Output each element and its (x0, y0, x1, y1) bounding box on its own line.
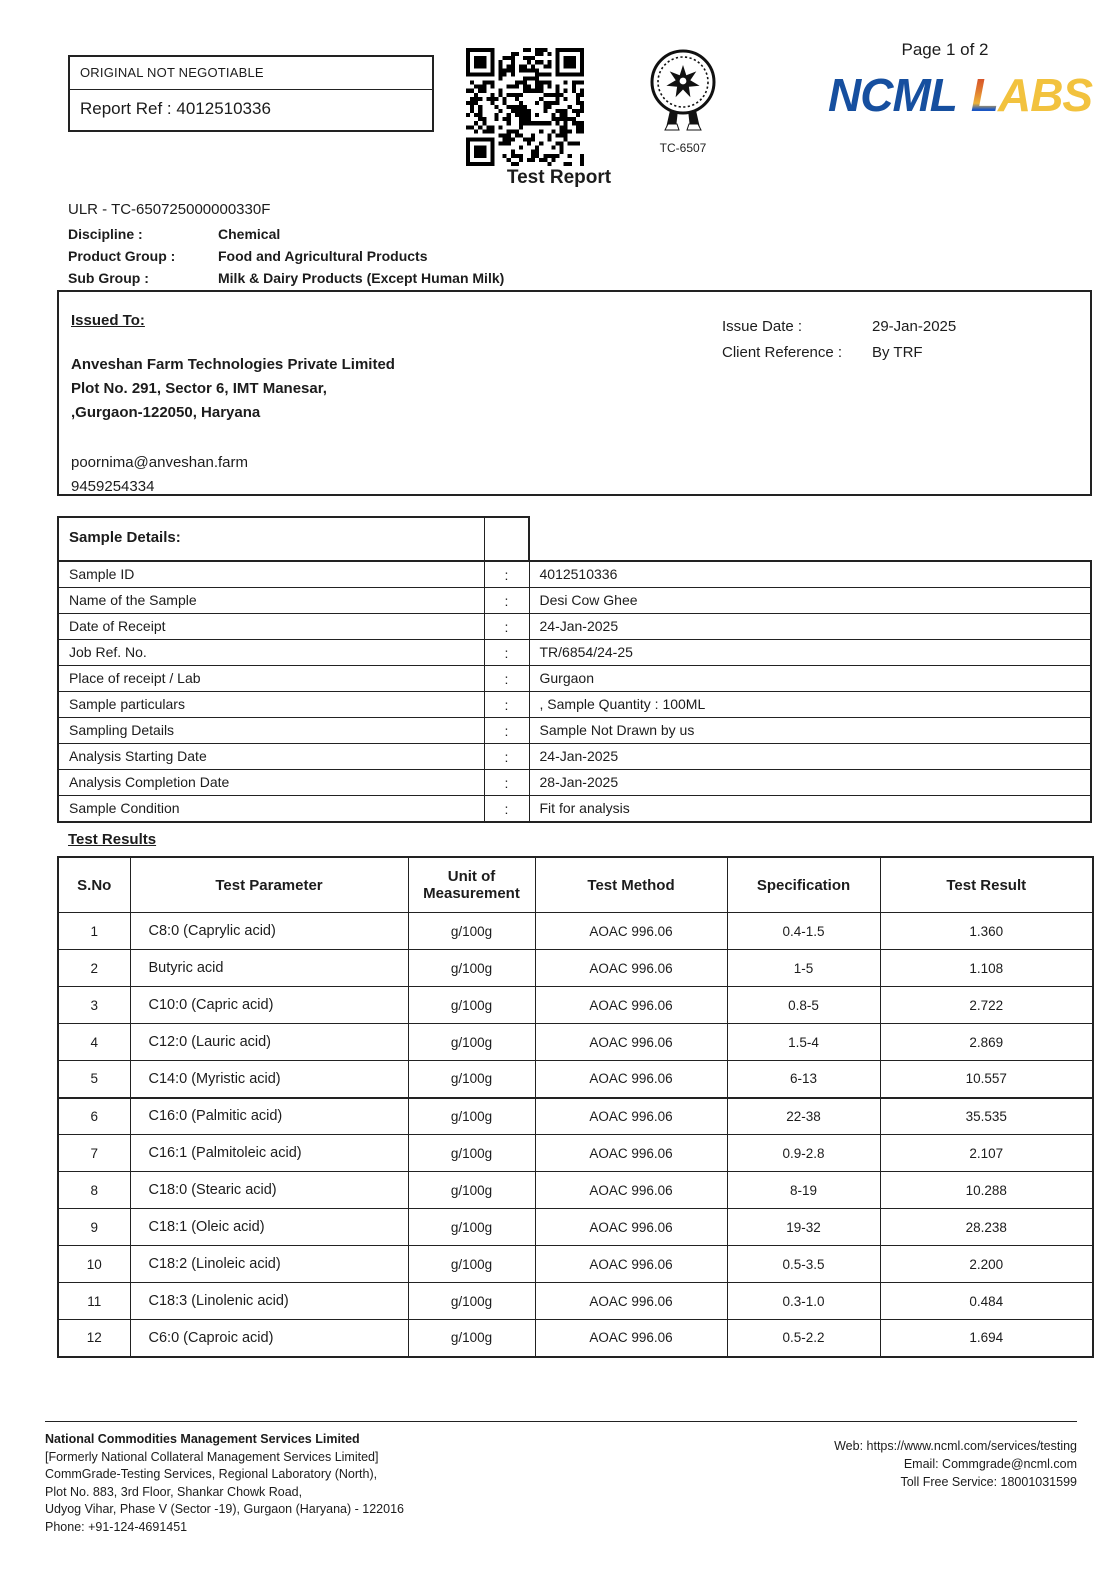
client-address (71, 353, 395, 425)
col-header-specification: Specification (727, 857, 880, 913)
page-title: Test Report (506, 167, 612, 188)
results-header-row (58, 857, 1093, 913)
test-results-section (57, 831, 1092, 1358)
footer-address-line: Udyog Vihar, Phase V (Sector -19), Gurgaon (Haryana) - 122016 (45, 1502, 404, 1516)
result-unit: g/100g (408, 1135, 535, 1172)
sample-detail-value: 24-Jan-2025 (529, 744, 1091, 770)
result-specification: 0.5-2.2 (727, 1320, 880, 1357)
result-parameter: C12:0 (Lauric acid) (130, 1024, 408, 1061)
result-value: 1.108 (880, 950, 1093, 987)
qr-code-icon (466, 48, 584, 166)
result-row (58, 950, 1093, 987)
meta-value: Chemical (218, 226, 281, 242)
client-company: Anveshan Farm Technologies Private Limited (71, 356, 395, 373)
sample-details-table (57, 560, 1092, 823)
ncml-labs-logo (828, 68, 1092, 122)
meta-row (68, 223, 504, 245)
colon-separator: : (484, 588, 529, 614)
original-not-negotiable-box (68, 55, 434, 132)
logo-ncml-text: NCML (828, 69, 957, 121)
result-method: AOAC 996.06 (535, 1320, 727, 1357)
sample-detail-value: Gurgaon (529, 666, 1091, 692)
result-sno: 10 (58, 1246, 130, 1283)
sample-details-rows (58, 561, 1091, 822)
result-specification: 1-5 (727, 950, 880, 987)
result-method: AOAC 996.06 (535, 1135, 727, 1172)
report-meta (68, 201, 504, 289)
ulr-number: ULR - TC-650725000000330F (68, 201, 271, 218)
issue-date-label: Issue Date : (722, 318, 803, 335)
footer-address-line: Phone: +91-124-4691451 (45, 1519, 188, 1534)
result-parameter: Butyric acid (130, 950, 408, 987)
result-specification: 8-19 (727, 1172, 880, 1209)
sample-detail-value: 28-Jan-2025 (529, 770, 1091, 796)
result-row (58, 913, 1093, 950)
result-specification: 0.3-1.0 (727, 1283, 880, 1320)
result-sno: 12 (58, 1320, 130, 1357)
result-row (58, 1283, 1093, 1320)
colon-separator: : (484, 770, 529, 796)
result-row (58, 1098, 1093, 1135)
result-row (58, 1172, 1093, 1209)
result-unit: g/100g (408, 1209, 535, 1246)
footer-contact-block (834, 1437, 1077, 1536)
issue-info-block (722, 314, 956, 366)
result-value: 2.722 (880, 987, 1093, 1024)
results-rows (58, 913, 1093, 1357)
meta-label: Discipline : (68, 226, 143, 242)
footer-contact-line: Web: https://www.ncml.com/services/testing (834, 1439, 1077, 1453)
logo-labs-rest-text: ABS (997, 69, 1093, 121)
result-specification: 22-38 (727, 1098, 880, 1135)
sample-details-row (58, 796, 1091, 823)
result-value: 28.238 (880, 1209, 1093, 1246)
sample-details-row (58, 666, 1091, 692)
colon-separator: : (484, 692, 529, 718)
result-value: 35.535 (880, 1098, 1093, 1135)
footer-address-block (45, 1431, 404, 1536)
result-value: 1.360 (880, 913, 1093, 950)
sample-detail-value: Desi Cow Ghee (529, 588, 1091, 614)
result-sno: 1 (58, 913, 130, 950)
result-value: 2.200 (880, 1246, 1093, 1283)
result-specification: 1.5-4 (727, 1024, 880, 1061)
colon-separator: : (484, 640, 529, 666)
meta-value: Milk & Dairy Products (Except Human Milk) (218, 270, 505, 286)
page-footer (45, 1421, 1077, 1536)
sample-detail-value: 24-Jan-2025 (529, 614, 1091, 640)
test-results-heading: Test Results (68, 831, 157, 848)
result-parameter: C8:0 (Caprylic acid) (130, 913, 408, 950)
result-method: AOAC 996.06 (535, 1283, 727, 1320)
page-indicator: Page 1 of 2 (901, 40, 989, 59)
result-method: AOAC 996.06 (535, 1172, 727, 1209)
sample-detail-label: Analysis Starting Date (58, 744, 484, 770)
result-value: 10.557 (880, 1061, 1093, 1098)
result-parameter: C18:0 (Stearic acid) (130, 1172, 408, 1209)
sample-detail-value: , Sample Quantity : 100ML (529, 692, 1091, 718)
result-value: 2.107 (880, 1135, 1093, 1172)
accreditation-seal-icon (641, 44, 725, 134)
sample-detail-label: Sample Condition (58, 796, 484, 823)
colon-separator: : (484, 561, 529, 588)
sample-details-header-spacer (485, 518, 528, 560)
result-unit: g/100g (408, 1061, 535, 1098)
sample-details-header (57, 516, 530, 562)
result-unit: g/100g (408, 1098, 535, 1135)
result-parameter: C10:0 (Capric acid) (130, 987, 408, 1024)
colon-separator: : (484, 744, 529, 770)
sample-details-row (58, 614, 1091, 640)
sample-details-row (58, 770, 1091, 796)
result-row (58, 987, 1093, 1024)
footer-address-line: CommGrade-Testing Services, Regional Laboratory (North), (45, 1467, 378, 1481)
issued-to-block (71, 312, 395, 499)
result-sno: 5 (58, 1061, 130, 1098)
col-header-sno: S.No (58, 857, 130, 913)
client-phone: 9459254334 (71, 478, 155, 495)
result-row (58, 1209, 1093, 1246)
sample-details-row (58, 561, 1091, 588)
result-sno: 3 (58, 987, 130, 1024)
footer-address-line: Plot No. 883, 3rd Floor, Shankar Chowk Road, (45, 1484, 303, 1499)
result-sno: 4 (58, 1024, 130, 1061)
result-sno: 11 (58, 1283, 130, 1320)
result-method: AOAC 996.06 (535, 1246, 727, 1283)
issue-date-row (722, 314, 956, 340)
result-sno: 6 (58, 1098, 130, 1135)
colon-separator: : (484, 666, 529, 692)
result-value: 0.484 (880, 1283, 1093, 1320)
result-value: 2.869 (880, 1024, 1093, 1061)
result-method: AOAC 996.06 (535, 1061, 727, 1098)
result-method: AOAC 996.06 (535, 1024, 727, 1061)
result-unit: g/100g (408, 1320, 535, 1357)
footer-address-line: [Formerly National Collateral Management Services Limited] (45, 1449, 379, 1464)
col-header-method: Test Method (535, 857, 727, 913)
colon-separator: : (484, 614, 529, 640)
meta-value: Food and Agricultural Products (218, 248, 428, 264)
result-method: AOAC 996.06 (535, 1098, 727, 1135)
sample-detail-value: Sample Not Drawn by us (529, 718, 1091, 744)
colon-separator: : (484, 718, 529, 744)
result-parameter: C6:0 (Caproic acid) (130, 1320, 408, 1357)
result-row (58, 1061, 1093, 1098)
result-value: 1.694 (880, 1320, 1093, 1357)
result-method: AOAC 996.06 (535, 1209, 727, 1246)
issued-to-box (57, 290, 1092, 496)
client-reference-value: By TRF (872, 344, 923, 361)
result-specification: 0.5-3.5 (727, 1246, 880, 1283)
result-parameter: C16:1 (Palmitoleic acid) (130, 1135, 408, 1172)
client-reference-label: Client Reference : (722, 344, 843, 361)
result-specification: 0.4-1.5 (727, 913, 880, 950)
sample-detail-label: Name of the Sample (58, 588, 484, 614)
meta-label: Product Group : (68, 248, 176, 264)
sample-details-row (58, 692, 1091, 718)
sample-detail-label: Sample particulars (58, 692, 484, 718)
accreditation-seal (640, 44, 726, 155)
result-unit: g/100g (408, 1283, 535, 1320)
colon-separator: : (484, 796, 529, 823)
original-label: ORIGINAL NOT NEGOTIABLE (70, 57, 432, 90)
sample-detail-label: Analysis Completion Date (58, 770, 484, 796)
footer-address-line: National Commodities Management Services Limited (45, 1432, 360, 1446)
qr-code-canvas (466, 48, 584, 166)
sample-details-row (58, 640, 1091, 666)
result-method: AOAC 996.06 (535, 987, 727, 1024)
footer-contact-line: Email: Commgrade@ncml.com (903, 1457, 1077, 1471)
col-header-result: Test Result (880, 857, 1093, 913)
result-method: AOAC 996.06 (535, 913, 727, 950)
result-parameter: C16:0 (Palmitic acid) (130, 1098, 408, 1135)
result-row (58, 1135, 1093, 1172)
sample-detail-value: TR/6854/24-25 (529, 640, 1091, 666)
meta-label: Sub Group : (68, 270, 149, 286)
meta-rows (68, 223, 504, 289)
footer-contact-line: Toll Free Service: 18001031599 (900, 1475, 1077, 1489)
logo-labs-l-text: L (957, 69, 998, 121)
sample-details-row (58, 744, 1091, 770)
result-parameter: C18:1 (Oleic acid) (130, 1209, 408, 1246)
test-results-table (57, 856, 1094, 1358)
client-address-line1: Plot No. 291, Sector 6, IMT Manesar, (71, 380, 327, 397)
sample-detail-label: Sampling Details (58, 718, 484, 744)
client-reference-row (722, 340, 956, 366)
result-row (58, 1024, 1093, 1061)
meta-row (68, 267, 504, 289)
result-sno: 8 (58, 1172, 130, 1209)
result-sno: 9 (58, 1209, 130, 1246)
result-row (58, 1320, 1093, 1357)
client-address-line2: ,Gurgaon-122050, Haryana (71, 404, 261, 421)
col-header-unit: Unit of Measurement (408, 857, 535, 913)
result-method: AOAC 996.06 (535, 950, 727, 987)
result-specification: 19-32 (727, 1209, 880, 1246)
sample-detail-label: Sample ID (58, 561, 484, 588)
result-parameter: C18:2 (Linoleic acid) (130, 1246, 408, 1283)
result-unit: g/100g (408, 913, 535, 950)
result-parameter: C18:3 (Linolenic acid) (130, 1283, 408, 1320)
result-value: 10.288 (880, 1172, 1093, 1209)
sample-detail-label: Place of receipt / Lab (58, 666, 484, 692)
sample-details-heading: Sample Details: (59, 518, 485, 560)
report-ref: Report Ref : 4012510336 (80, 99, 271, 118)
result-specification: 0.8-5 (727, 987, 880, 1024)
client-contact (71, 451, 395, 499)
result-unit: g/100g (408, 1246, 535, 1283)
result-sno: 7 (58, 1135, 130, 1172)
result-unit: g/100g (408, 950, 535, 987)
result-specification: 0.9-2.8 (727, 1135, 880, 1172)
issue-date-value: 29-Jan-2025 (872, 318, 957, 335)
sample-detail-value: 4012510336 (529, 561, 1091, 588)
sample-detail-label: Job Ref. No. (58, 640, 484, 666)
result-specification: 6-13 (727, 1061, 880, 1098)
sample-details-row (58, 588, 1091, 614)
sample-detail-value: Fit for analysis (529, 796, 1091, 823)
result-unit: g/100g (408, 1172, 535, 1209)
result-sno: 2 (58, 950, 130, 987)
sample-detail-label: Date of Receipt (58, 614, 484, 640)
sample-details-section (57, 516, 1092, 823)
result-unit: g/100g (408, 1024, 535, 1061)
client-email: poornima@anveshan.farm (71, 454, 248, 471)
issued-to-heading: Issued To: (71, 312, 145, 329)
result-row (58, 1246, 1093, 1283)
seal-code-label: TC-6507 (659, 141, 707, 155)
col-header-parameter: Test Parameter (130, 857, 408, 913)
result-unit: g/100g (408, 987, 535, 1024)
sample-details-row (58, 718, 1091, 744)
meta-row (68, 245, 504, 267)
result-parameter: C14:0 (Myristic acid) (130, 1061, 408, 1098)
